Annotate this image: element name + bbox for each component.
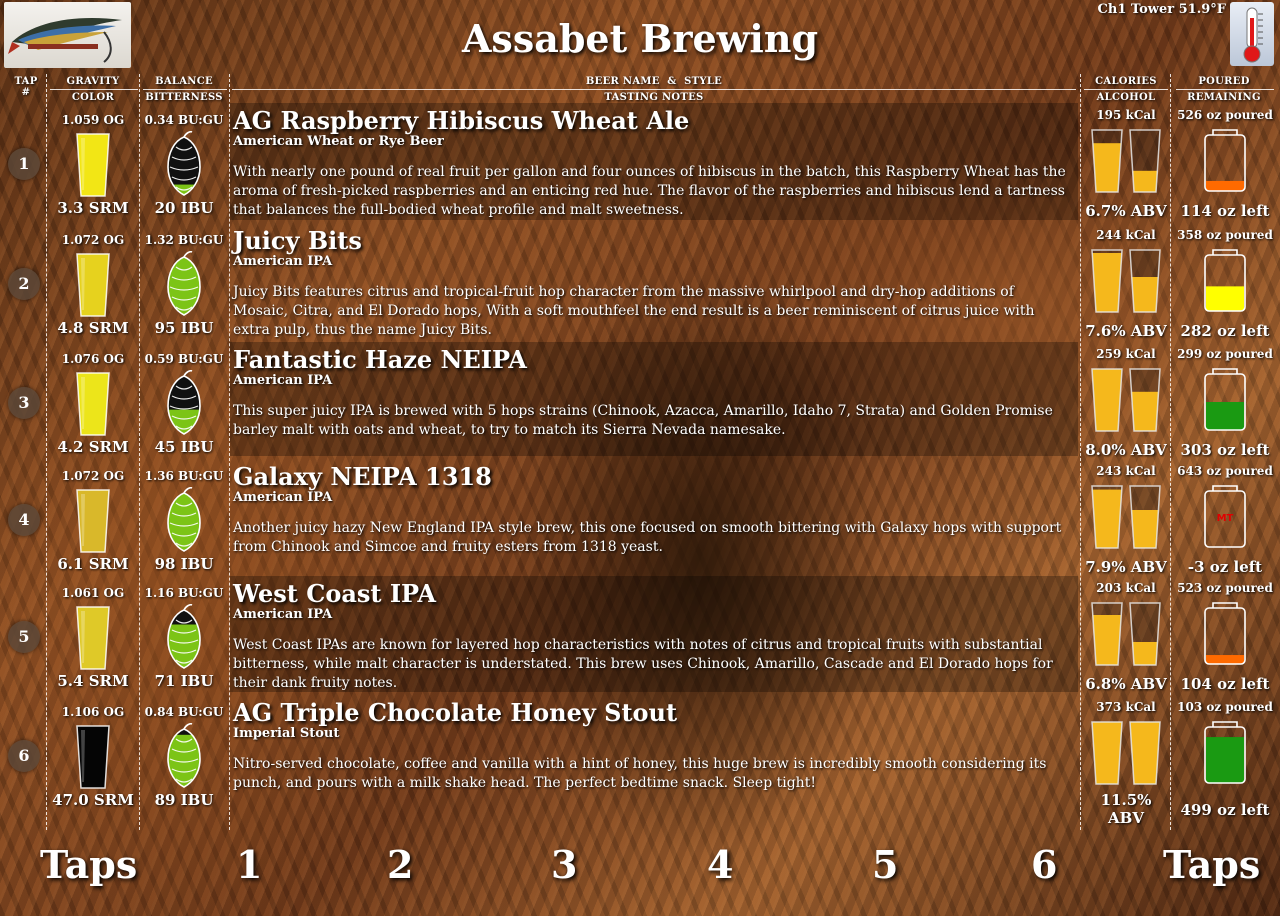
tap-number-badge: 1: [8, 148, 40, 180]
header-alcohol: ALCOHOL: [1096, 92, 1156, 103]
header-tasting-notes: TASTING NOTES: [604, 92, 704, 103]
hop-cone-icon: [164, 251, 204, 317]
keg-icon: [1203, 602, 1247, 666]
ounces-poured: 103 oz poured: [1177, 700, 1273, 714]
header-divider: [232, 89, 1076, 90]
beer-style: Imperial Stout: [233, 726, 340, 741]
header-color: COLOR: [71, 92, 115, 103]
alcohol-glass: [1128, 601, 1162, 667]
ounces-poured: 358 oz poured: [1177, 228, 1273, 242]
calorie-glass-icon: [1090, 367, 1124, 433]
abv-value: 11.5% ABV: [1100, 791, 1152, 827]
header-divider: [1084, 89, 1168, 90]
beer-name: AG Triple Chocolate Honey Stout: [233, 698, 678, 727]
calories-value: 195 kCal: [1096, 108, 1156, 122]
alcohol-glass-icon: [1128, 720, 1162, 786]
beer-color-pint: [75, 132, 111, 198]
footer-tap-number: 4: [707, 842, 734, 887]
original-gravity: 1.106 OG: [61, 705, 125, 719]
hop-cone-icon: [164, 604, 204, 670]
alcohol-glass-icon: [1128, 128, 1162, 194]
beer-color-pint: [75, 371, 111, 437]
bu-gu-ratio: 0.59 BU:GU: [144, 352, 224, 366]
keg-icon: [1203, 368, 1247, 432]
column-divider: [1170, 74, 1171, 830]
footer-tap-number: 5: [872, 842, 899, 887]
calorie-glass-icon: [1090, 248, 1124, 314]
ounces-poured: 523 oz poured: [1177, 581, 1273, 595]
calories-value: 244 kCal: [1096, 228, 1156, 242]
alcohol-glass: [1128, 720, 1162, 786]
ibu-value: 95 IBU: [154, 319, 214, 337]
footer-taps-left: Taps: [40, 842, 138, 887]
tap-number-badge: 2: [8, 268, 40, 300]
keg-level: [1203, 368, 1247, 432]
keg-empty-label: MT: [1216, 513, 1234, 524]
ounces-poured: 299 oz poured: [1177, 347, 1273, 361]
alcohol-glass-icon: [1128, 484, 1162, 550]
calories-value: 259 kCal: [1096, 347, 1156, 361]
footer-taps-right: Taps: [1163, 842, 1261, 887]
pint-glass-icon: [75, 132, 111, 198]
beer-color-pint: [75, 605, 111, 671]
ibu-value: 89 IBU: [154, 791, 214, 809]
keg-icon: [1203, 721, 1247, 785]
hop-cone-icon: [164, 487, 204, 553]
calorie-glass: [1090, 484, 1124, 550]
bu-gu-ratio: 1.16 BU:GU: [144, 586, 224, 600]
header-calories: CALORIES: [1095, 76, 1157, 87]
header-gravity: GRAVITY: [66, 76, 120, 87]
tap-number-badge: 3: [8, 387, 40, 419]
header-tap-hash: #: [21, 87, 31, 98]
header-balance: BALANCE: [155, 76, 213, 87]
column-divider: [1080, 74, 1081, 830]
beer-color-pint: [75, 724, 111, 790]
keg-level: [1203, 602, 1247, 666]
ounces-remaining: 114 oz left: [1180, 202, 1270, 220]
srm-color-value: 4.2 SRM: [57, 438, 129, 456]
tasting-notes: Nitro-served chocolate, coffee and vanilla with a hint of honey, this huge brew is incredibly smooth considering its punch, and pours with a milk shake head. The perfect bedtime snack. Sleep tight!: [233, 756, 1047, 791]
srm-color-value: 6.1 SRM: [57, 555, 129, 573]
srm-color-value: 5.4 SRM: [57, 672, 129, 690]
alcohol-glass: [1128, 484, 1162, 550]
ounces-remaining: 282 oz left: [1180, 322, 1270, 340]
footer-tap-number: 1: [236, 842, 263, 887]
ounces-poured: 526 oz poured: [1177, 108, 1273, 122]
srm-color-value: 3.3 SRM: [57, 199, 129, 217]
ibu-value: 71 IBU: [154, 672, 214, 690]
calorie-glass-icon: [1090, 601, 1124, 667]
pint-glass-icon: [75, 252, 111, 318]
footer-tap-number: 3: [551, 842, 578, 887]
original-gravity: 1.059 OG: [61, 113, 125, 127]
bitterness-hop: [164, 370, 204, 436]
alcohol-glass-icon: [1128, 601, 1162, 667]
calorie-glass-icon: [1090, 128, 1124, 194]
thermometer-icon: [1230, 2, 1274, 66]
calorie-glass: [1090, 601, 1124, 667]
bu-gu-ratio: 1.32 BU:GU: [144, 233, 224, 247]
alcohol-glass-icon: [1128, 367, 1162, 433]
calorie-glass: [1090, 720, 1124, 786]
header-bitterness: BITTERNESS: [145, 92, 223, 103]
beer-name: Galaxy NEIPA 1318: [233, 462, 492, 491]
ounces-remaining: 303 oz left: [1180, 441, 1270, 459]
keg-level: [1203, 721, 1247, 785]
header-divider: [1176, 89, 1274, 90]
beer-name: AG Raspberry Hibiscus Wheat Ale: [233, 106, 690, 135]
calorie-glass-icon: [1090, 720, 1124, 786]
beer-name: Juicy Bits: [233, 226, 362, 255]
original-gravity: 1.061 OG: [61, 586, 125, 600]
beer-style: American IPA: [233, 607, 333, 622]
beer-color-pint: [75, 252, 111, 318]
hop-cone-icon: [164, 131, 204, 197]
alcohol-glass: [1128, 248, 1162, 314]
fishing-fly-icon: [4, 2, 131, 68]
calories-value: 203 kCal: [1096, 581, 1156, 595]
abv-value: 7.6% ABV: [1085, 322, 1167, 340]
beer-style: American IPA: [233, 373, 333, 388]
tasting-notes: Another juicy hazy New England IPA style brew, this one focused on smooth bittering with Galaxy hops with support from Chinook and Simcoe and fruity esters from 1318 yeast.: [233, 520, 1062, 555]
brewery-logo: [4, 2, 131, 68]
calorie-glass: [1090, 367, 1124, 433]
ibu-value: 20 IBU: [154, 199, 214, 217]
ibu-value: 45 IBU: [154, 438, 214, 456]
beer-color-pint: [75, 488, 111, 554]
ounces-remaining: -3 oz left: [1187, 558, 1263, 576]
header-divider: [143, 89, 227, 90]
original-gravity: 1.072 OG: [61, 469, 125, 483]
bitterness-hop: [164, 604, 204, 670]
bu-gu-ratio: 0.84 BU:GU: [144, 705, 224, 719]
bu-gu-ratio: 1.36 BU:GU: [144, 469, 224, 483]
abv-value: 7.9% ABV: [1085, 558, 1167, 576]
calories-value: 373 kCal: [1096, 700, 1156, 714]
alcohol-glass: [1128, 128, 1162, 194]
keg-level: [1203, 485, 1247, 549]
tasting-notes: Juicy Bits features citrus and tropical-fruit hop character from the massive whirlpool and dry-hop additions of Mosaic, Citra, and El Dorado hops, With a soft mouthfeel the end result is a beer reminiscent of citrus juice with extra pulp, thus the name Juicy Bits.: [233, 284, 1035, 338]
ounces-poured: 643 oz poured: [1177, 464, 1273, 478]
bitterness-hop: [164, 487, 204, 553]
srm-color-value: 4.8 SRM: [57, 319, 129, 337]
hop-cone-icon: [164, 370, 204, 436]
bitterness-hop: [164, 251, 204, 317]
calories-value: 243 kCal: [1096, 464, 1156, 478]
bitterness-hop: [164, 723, 204, 789]
tasting-notes: West Coast IPAs are known for layered hop characteristics with notes of citrus and tropical fruits with substantial bitterness, while malt character is understated. This brew uses Chinook, Amarillo, Cascade and El Dorado hops for their dank fruity notes.: [233, 637, 1053, 691]
calorie-glass: [1090, 128, 1124, 194]
pint-glass-icon: [75, 605, 111, 671]
ibu-value: 98 IBU: [154, 555, 214, 573]
calorie-glass-icon: [1090, 484, 1124, 550]
header-remaining: REMAINING: [1187, 92, 1261, 103]
original-gravity: 1.076 OG: [61, 352, 125, 366]
footer-tap-number: 6: [1031, 842, 1058, 887]
column-divider: [46, 74, 47, 830]
calorie-glass: [1090, 248, 1124, 314]
alcohol-glass: [1128, 367, 1162, 433]
ounces-remaining: 499 oz left: [1180, 801, 1270, 819]
tap-number-badge: 4: [8, 504, 40, 536]
tap-number-badge: 5: [8, 621, 40, 653]
abv-value: 6.7% ABV: [1085, 202, 1167, 220]
tower-temperature: Ch1 Tower 51.9°F: [1097, 2, 1226, 17]
tasting-notes: This super juicy IPA is brewed with 5 hops strains (Chinook, Azacca, Amarillo, Idaho 7, Strata) and Golden Promise barley malt with oats and wheat, to try to match its Sierra Nevada namesake.: [233, 403, 1053, 438]
keg-level: [1203, 129, 1247, 193]
brewery-name: Assabet Brewing: [461, 16, 819, 61]
pint-glass-icon: [75, 724, 111, 790]
beer-style: American IPA: [233, 490, 333, 505]
header-beer-name-style: BEER NAME & STYLE: [585, 76, 723, 87]
header-divider: [50, 89, 138, 90]
keg-icon: [1203, 249, 1247, 313]
hop-cone-icon: [164, 723, 204, 789]
beer-style: American IPA: [233, 254, 333, 269]
bu-gu-ratio: 0.34 BU:GU: [144, 113, 224, 127]
alcohol-glass-icon: [1128, 248, 1162, 314]
keg-icon: [1203, 485, 1247, 549]
header-poured: POURED: [1198, 76, 1250, 87]
bitterness-hop: [164, 131, 204, 197]
header-tap: TAP: [14, 76, 38, 87]
beer-name: Fantastic Haze NEIPA: [233, 345, 527, 374]
keg-icon: [1203, 129, 1247, 193]
tap-number-badge: 6: [8, 740, 40, 772]
ounces-remaining: 104 oz left: [1180, 675, 1270, 693]
tasting-notes: With nearly one pound of real fruit per gallon and four ounces of hibiscus in the batch, this Raspberry Wheat has the aroma of fresh-picked raspberries and an enticing red hue. The flavor of the raspberries and hibiscus lend a tartness that balances the full-bodied wheat profile and malt sweetness.: [233, 164, 1066, 218]
keg-level: [1203, 249, 1247, 313]
abv-value: 6.8% ABV: [1085, 675, 1167, 693]
pint-glass-icon: [75, 371, 111, 437]
pint-glass-icon: [75, 488, 111, 554]
srm-color-value: 47.0 SRM: [52, 791, 134, 809]
footer-tap-number: 2: [387, 842, 414, 887]
original-gravity: 1.072 OG: [61, 233, 125, 247]
beer-style: American Wheat or Rye Beer: [233, 134, 444, 149]
beer-name: West Coast IPA: [233, 579, 436, 608]
abv-value: 8.0% ABV: [1085, 441, 1167, 459]
